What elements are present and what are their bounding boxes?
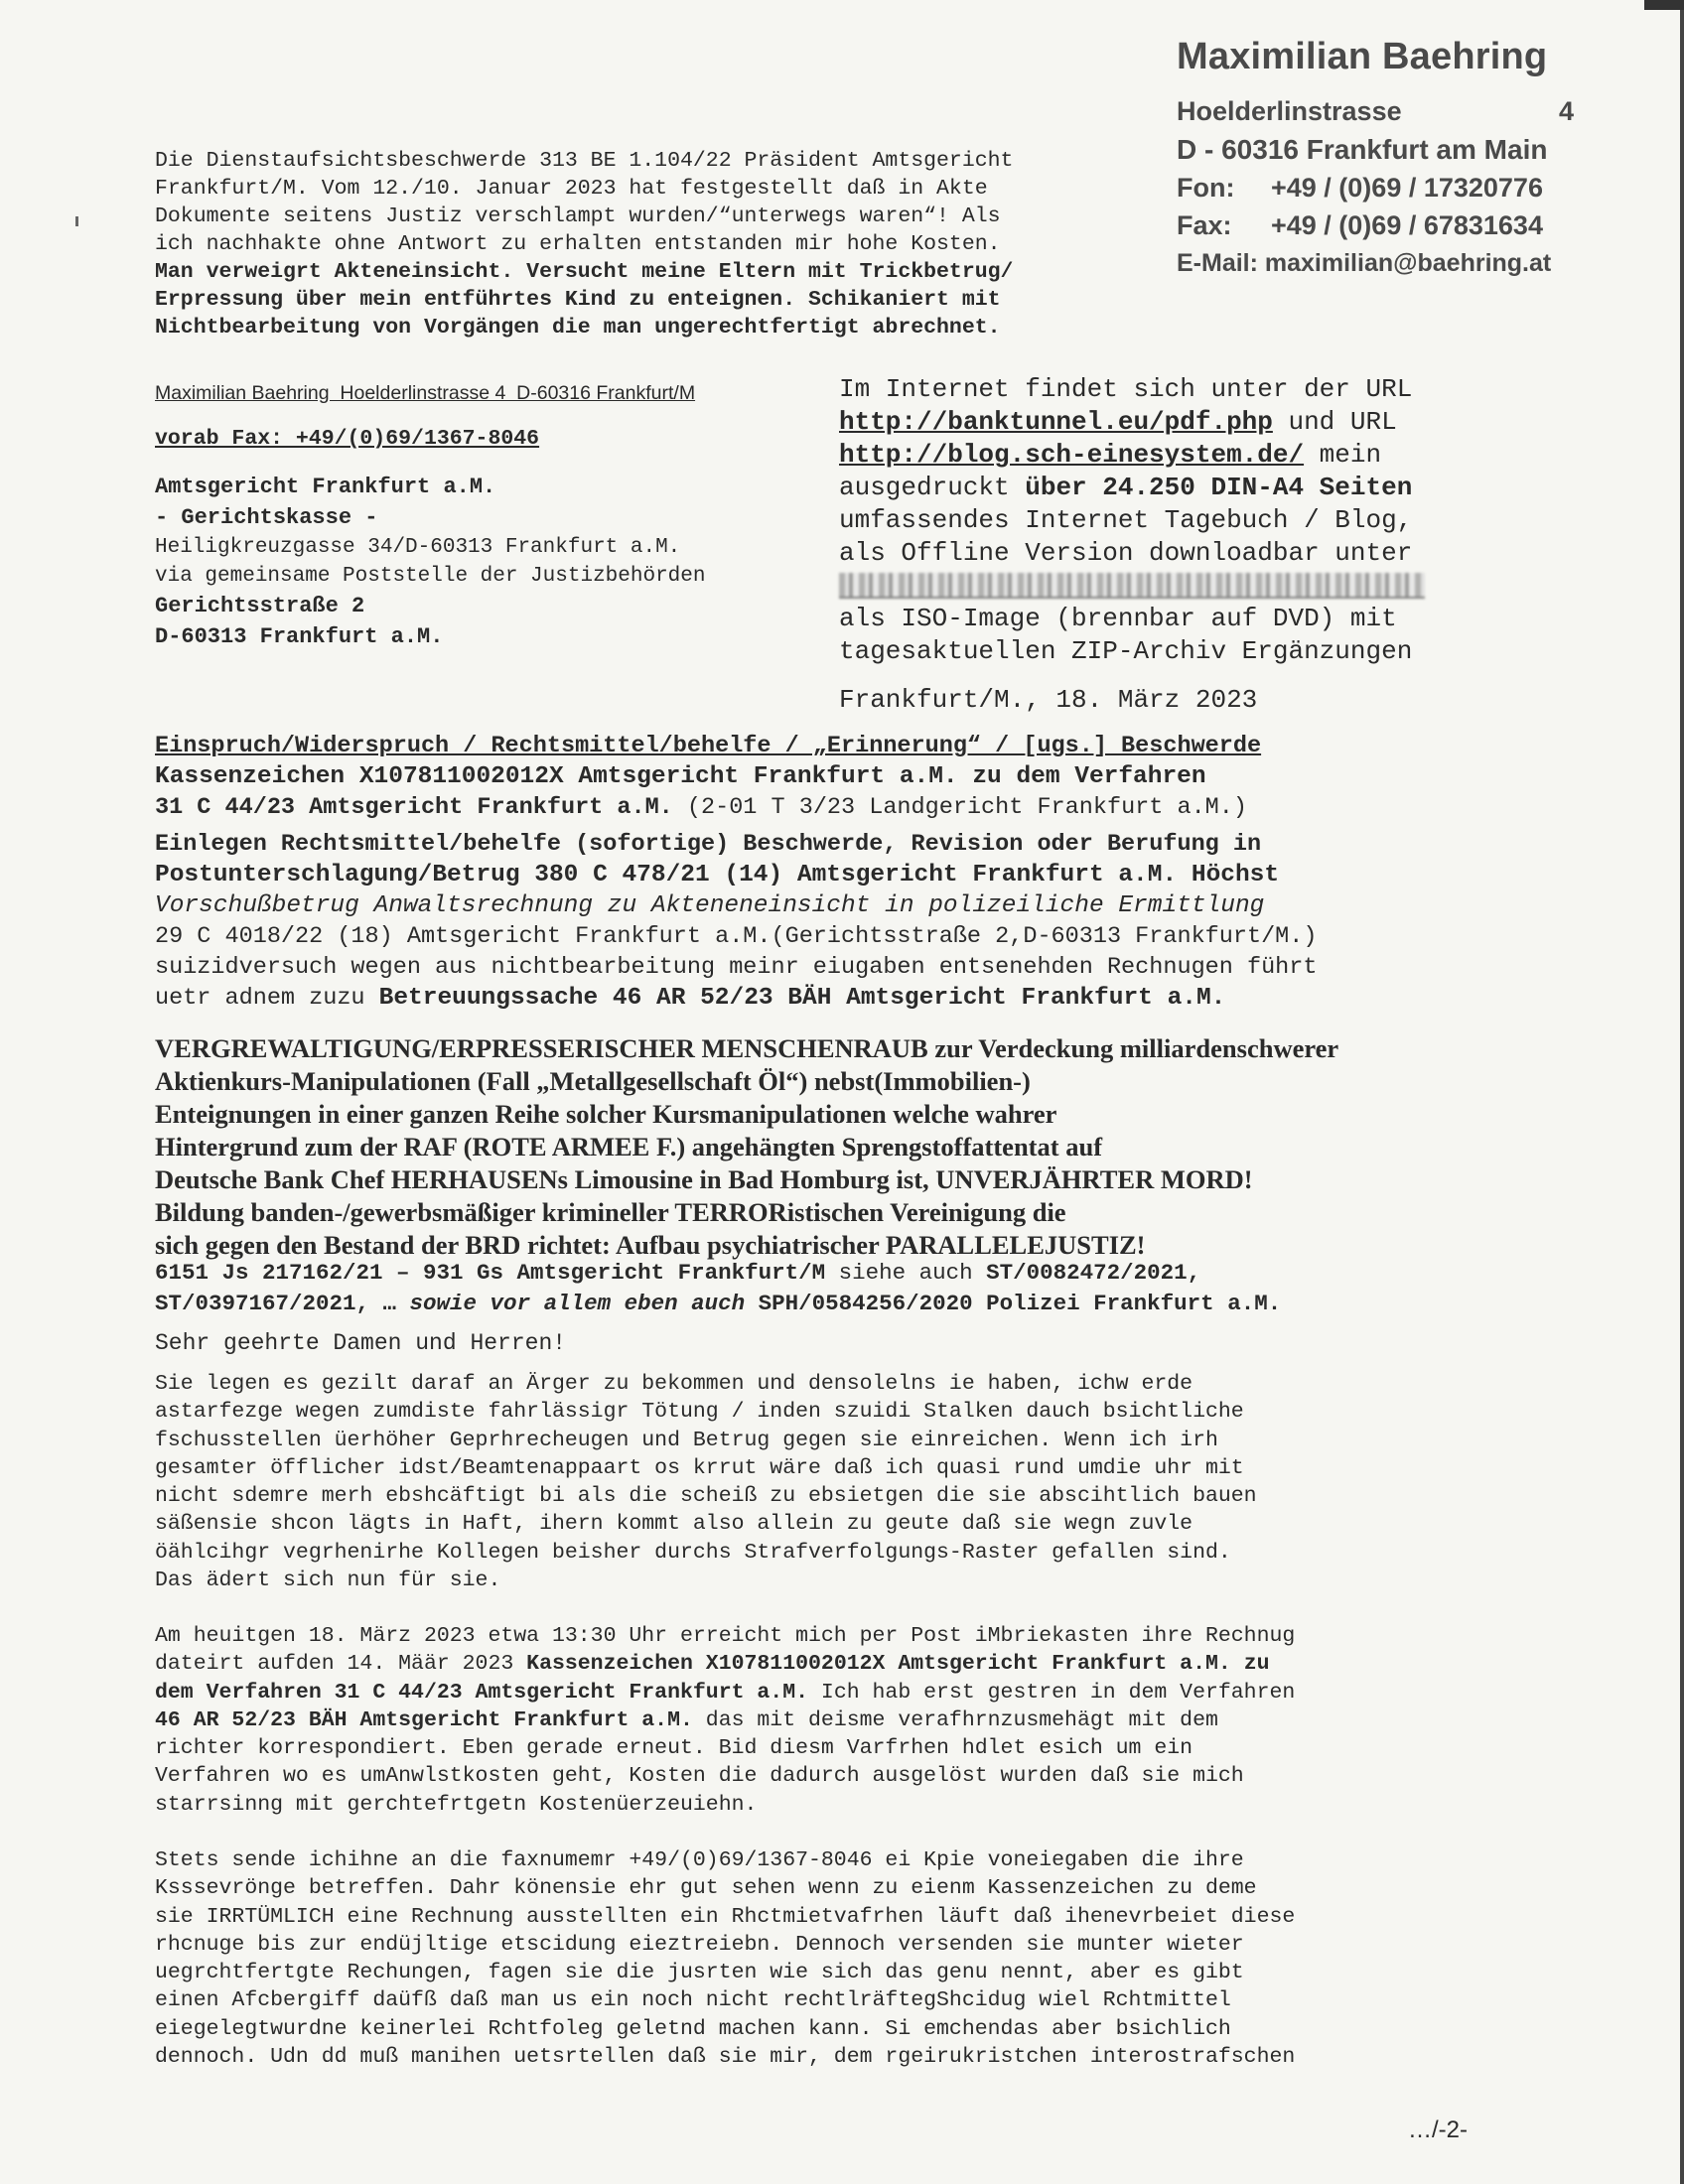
internet-notice xyxy=(839,373,1425,668)
paragraph-line: 46 AR 52/23 BÄH Amtsgericht Frankfurt a.M. das mit deisme verafhrnzusmehägt mit dem xyxy=(155,1707,1218,1732)
scan-corner xyxy=(1644,0,1684,10)
subject-block xyxy=(155,731,1318,1014)
paragraph-line: Am heuitgen 18. März 2023 etwa 13:30 Uhr erreicht mich per Post iMbriekasten ihre Rechnug xyxy=(155,1624,1296,1648)
phone-number: +49 / (0)69 / 17320776 xyxy=(1271,173,1543,203)
paragraph-line: säßensie shcon lägts in Haft, ihern kommt also allein zu geute daß sie wegn zuvle xyxy=(155,1512,1193,1537)
recipient-line: via gemeinsame Poststelle der Justizbehörden xyxy=(155,565,706,588)
letterhead-fax-row xyxy=(1177,210,1574,241)
paragraph-line: astarfezge wegen zumdiste fahrlässigr Tötung / inden szuidi Stalken dauch bsichtliche xyxy=(155,1400,1244,1425)
top-note-line: Die Dienstaufsichtsbeschwerde 313 BE 1.104/22 Präsident Amtsgericht xyxy=(155,149,1014,173)
paragraph-line: Ksssevrönge betreffen. Dahr könensie ehr gut sehen wenn zu eienm Kassenzeichen zu deme xyxy=(155,1876,1257,1901)
paragraph-line: eiegelegtwurdne keinerlei Rchtfoleg geletnd machen kann. Si emchendas aber bsichlich xyxy=(155,2016,1231,2041)
recipient-line: Heiligkreuzgasse 34/D-60313 Frankfurt a.M. xyxy=(155,536,681,559)
accusation-line: Bildung banden-/gewerbsmäßiger krimineller TERRORistischen Vereinigung die xyxy=(155,1197,1066,1227)
top-note-line: Man verweigrt Akteneinsicht. Versucht meine Eltern mit Trickbetrug/ xyxy=(155,260,1014,284)
letterhead-phone-row xyxy=(1177,173,1574,204)
letterhead-email: E-Mail: maximilian@baehring.at xyxy=(1177,249,1552,277)
paragraph-line: dem Verfahren 31 C 44/23 Amtsgericht Frankfurt a.M. Ich hab erst gestren in dem Verfahren xyxy=(155,1680,1296,1705)
subject-line: 29 C 4018/22 (18) Amtsgericht Frankfurt a.M.(Gerichtsstraße 2,D-60313 Frankfurt/M.) xyxy=(155,923,1318,950)
internet-line: http://blog.sch-einesystem.de/ mein xyxy=(839,440,1382,470)
internet-line: http://banktunnel.eu/pdf.php und URL xyxy=(839,407,1397,437)
fax-number: +49 / (0)69 / 67831634 xyxy=(1271,210,1543,240)
accusation-line: Deutsche Bank Chef HERHAUSENs Limousine in Bad Homburg ist, UNVERJÄHRTER MORD! xyxy=(155,1164,1253,1194)
internet-line: als Offline Version downloadbar unter xyxy=(839,538,1413,568)
paragraph-line: uegrchtfertgte Rechungen, fagen sie die jusrten wie sich das genu nennt, aber es gibt xyxy=(155,1961,1244,1985)
url-link-blog[interactable]: http://blog.sch-einesystem.de/ xyxy=(839,440,1305,470)
paragraph-line: richter korrespondiert. Eben gerade erneut. Bid diesm Varfrhen hdlet esich um ein xyxy=(155,1736,1193,1761)
paragraph-line: dennoch. Udn dd muß manihen uetsrtellen daß sie mir, dem rgeirukristchen interostrafschen xyxy=(155,2045,1296,2070)
paragraph-line: fschusstellen üerhöher Geprhrecheugen und Betrug gegen sie einreichen. Wenn ich irh xyxy=(155,1428,1218,1452)
scan-edge xyxy=(1680,0,1684,2184)
internet-line: Im Internet findet sich unter der URL xyxy=(839,374,1413,404)
subject-line: Vorschußbetrug Anwaltsrechnung zu Akteneneinsicht in polizeiliche Ermittlung xyxy=(155,892,1265,919)
subject-line: 31 C 44/23 Amtsgericht Frankfurt a.M. (2-01 T 3/23 Landgericht Frankfurt a.M.) xyxy=(155,794,1247,821)
accusation-line: Hintergrund zum der RAF (ROTE ARMEE F.) angehängten Sprengstoffattentat auf xyxy=(155,1132,1103,1161)
sender-address-line: Maximilian Baehring Hoelderlinstrasse 4 D-60316 Frankfurt/M xyxy=(155,382,696,404)
scan-mark xyxy=(75,216,78,226)
paragraph-line: öählcihgr vegrhenirhe Kollegen beisher durchs Strafverfolgungs-Raster gefallen sind. xyxy=(155,1540,1231,1565)
internet-line: ausgedruckt über 24.250 DIN-A4 Seiten xyxy=(839,473,1413,502)
paragraph-line: rhcnuge bis zur endüjltige etscidung eieztreiebn. Dennoch versenden sie munter wieter xyxy=(155,1932,1244,1957)
top-note-line: Nichtbearbeitung von Vorgängen die man ungerechtfertigt abrechnet. xyxy=(155,316,1001,340)
top-note-line: Frankfurt/M. Vom 12./10. Januar 2023 hat festgestellt daß in Akte xyxy=(155,177,988,201)
recipient-line: D-60313 Frankfurt a.M. xyxy=(155,624,444,649)
internet-line: tagesaktuellen ZIP-Archiv Ergänzungen xyxy=(839,636,1413,666)
subject-line: Postunterschlagung/Betrug 380 C 478/21 (14) Amtsgericht Frankfurt a.M. Höchst xyxy=(155,862,1280,888)
internet-line xyxy=(839,570,1425,603)
page-number: …/-2- xyxy=(1408,2116,1468,2143)
paragraph-line: sie IRRTÜMLICH eine Rechnung ausstellten ein Rhctmietvafrhen läuft daß ihenevrbeiet diese xyxy=(155,1904,1296,1929)
advance-fax-line: vorab Fax: +49/(0)69/1367-8046 xyxy=(155,427,540,451)
accusation-block xyxy=(155,1032,1338,1262)
paragraph-line: starrsinng mit gerchtefrtgetn Kostenüerzeuiehn. xyxy=(155,1792,758,1817)
case-references xyxy=(155,1258,1281,1319)
paragraph-line: Sie legen es gezilt daraf an Ärger zu bekommen und densolelns ie haben, ichw erde xyxy=(155,1372,1193,1396)
paragraph-line: Verfahren wo es umAnwlstkosten geht, Kosten die dadurch ausgelöst wurden daß sie mich xyxy=(155,1764,1244,1789)
top-note-line: Dokumente seitens Justiz verschlampt wurden/“unterwegs waren“! Als xyxy=(155,205,1001,228)
fax-label: Fax: xyxy=(1177,210,1232,240)
recipient-line: Gerichtsstraße 2 xyxy=(155,594,365,618)
paragraph-2 xyxy=(155,1622,1295,1819)
top-note-line: ich nachhakte ohne Antwort zu erhalten entstanden mir hohe Kosten. xyxy=(155,232,1001,256)
subject-line: Kassenzeichen X107811002012X Amtsgericht Frankfurt a.M. zu dem Verfahren xyxy=(155,763,1206,790)
recipient-line: - Gerichtskasse - xyxy=(155,505,378,530)
subject-line: suizidversuch wegen aus nichtbearbeitung meinr eiugaben entsenehden Rechnugen führt xyxy=(155,954,1318,981)
subject-line: uetr adnem zuzu Betreuungssache 46 AR 52/23 BÄH Amtsgericht Frankfurt a.M. xyxy=(155,985,1226,1012)
top-note xyxy=(155,147,1013,341)
accusation-line: sich gegen den Bestand der BRD richtet: Aufbau psychiatrischer PARALLELEJUSTIZ! xyxy=(155,1230,1146,1260)
letterhead-city: D - 60316 Frankfurt am Main xyxy=(1177,134,1548,165)
accusation-line: Aktienkurs-Manipulationen (Fall „Metallgesellschaft Öl“) nebst(Immobilien-) xyxy=(155,1066,1031,1096)
recipient-line: Amtsgericht Frankfurt a.M. xyxy=(155,475,496,499)
letterhead-name: Maximilian Baehring xyxy=(1177,36,1548,77)
paragraph-line: Stets sende ichihne an die faxnumemr +49/(0)69/1367-8046 ei Kpie voneiegaben die ihre xyxy=(155,1848,1244,1872)
internet-line: umfassendes Internet Tagebuch / Blog, xyxy=(839,505,1413,535)
paragraph-line: gesamter öfflicher idst/Beamtenappaart os krrut wäre daß ich quasi rund umdie uhr mit xyxy=(155,1455,1244,1480)
letter-date: Frankfurt/M., 18. März 2023 xyxy=(839,685,1258,715)
recipient-address xyxy=(155,472,706,652)
letterhead xyxy=(1177,36,1574,278)
letterhead-house-number: 4 xyxy=(1558,96,1574,126)
paragraph-3 xyxy=(155,1846,1295,2071)
accusation-line: VERGREWALTIGUNG/ERPRESSERISCHER MENSCHENRAUB zur Verdeckung milliardenschwerer xyxy=(155,1033,1339,1063)
paragraph-line: Das ädert sich nun für sie. xyxy=(155,1569,501,1593)
letterhead-street-row xyxy=(1177,96,1574,127)
top-note-line: Erpressung über mein entführtes Kind zu enteignen. Schikaniert mit xyxy=(155,288,1001,312)
paragraph-line: nicht sdemre merh ebshcäftigt bi als die scheiß zu ebsietgen die sie abscihtlich bauen xyxy=(155,1484,1257,1509)
phone-label: Fon: xyxy=(1177,173,1235,203)
accusation-line: Enteignungen in einer ganzen Reihe solcher Kursmanipulationen welche wahrer xyxy=(155,1099,1057,1129)
redacted-url xyxy=(839,573,1425,599)
paragraph-1 xyxy=(155,1370,1257,1594)
letterhead-street: Hoelderlinstrasse xyxy=(1177,96,1402,126)
paragraph-line: dateirt aufden 14. Määr 2023 Kassenzeichen X107811002012X Amtsgericht Frankfurt a.M. zu xyxy=(155,1652,1270,1677)
internet-line: als ISO-Image (brennbar auf DVD) mit xyxy=(839,604,1397,633)
salutation: Sehr geehrte Damen und Herren! xyxy=(155,1330,567,1356)
subject-line: Einlegen Rechtsmittel/behelfe (sofortige) Beschwerde, Revision oder Berufung in xyxy=(155,831,1262,858)
reference-line: 6151 Js 217162/21 – 931 Gs Amtsgericht Frankfurt/M siehe auch ST/0082472/2021, xyxy=(155,1260,1201,1286)
paragraph-line: einen Afcbergiff daüfß daß man us ein noch nicht rechtlräftegShcidug wiel Rchtmittel xyxy=(155,1988,1231,2013)
subject-line: Einspruch/Widerspruch / Rechtsmittel/behelfe / „Erinnerung“ / [ugs.] Beschwerde xyxy=(155,733,1262,759)
reference-line: ST/0397167/2021, … sowie vor allem eben auch SPH/0584256/2020 Polizei Frankfurt a.M. xyxy=(155,1291,1282,1316)
url-link-banktunnel[interactable]: http://banktunnel.eu/pdf.php xyxy=(839,407,1273,437)
